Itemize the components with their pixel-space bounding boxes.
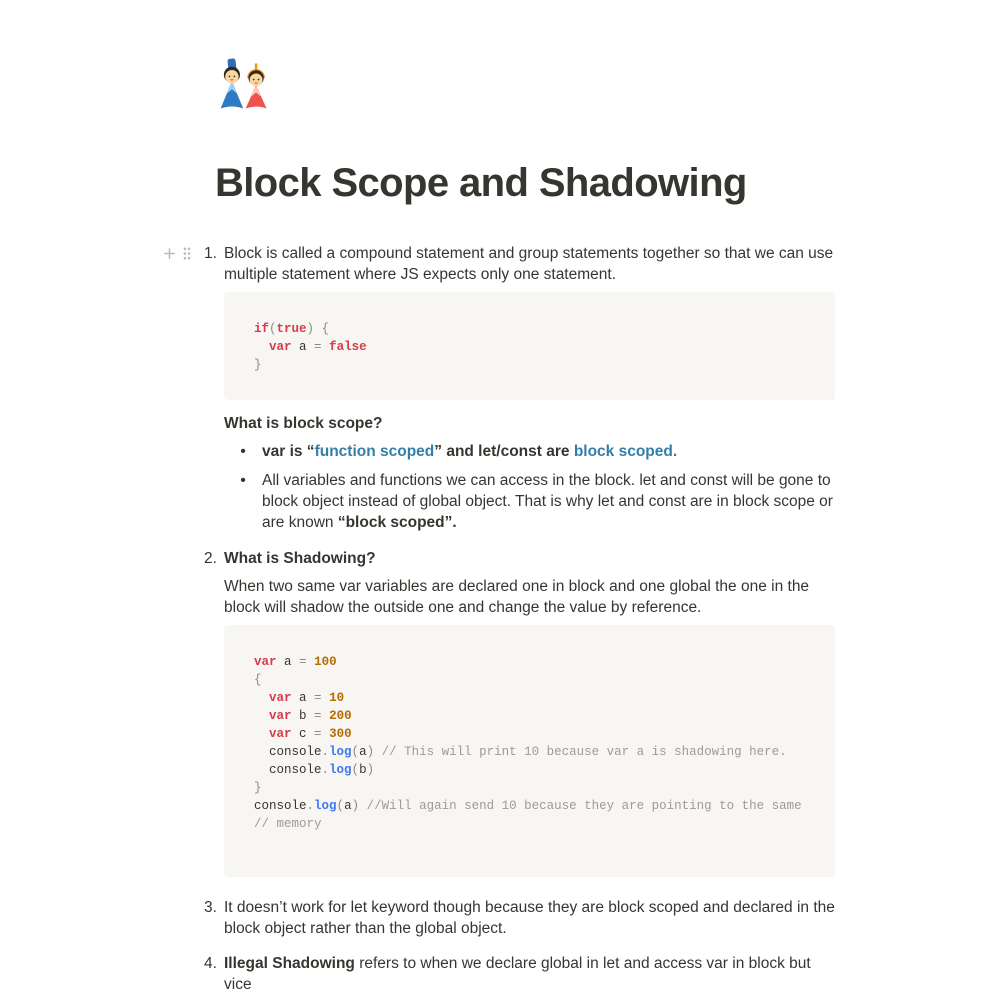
bullet-list <box>224 441 835 533</box>
list-item-3 <box>204 897 835 946</box>
page-content <box>204 0 835 1002</box>
drag-handle[interactable] <box>182 246 192 261</box>
list-item-1 <box>204 243 835 541</box>
page-title[interactable]: Block Scope and Shadowing <box>215 161 747 205</box>
bullet-item-var-scope <box>224 441 835 462</box>
list-item-4 <box>204 953 835 1002</box>
list-item-2 <box>204 548 835 890</box>
japanese-dolls-icon <box>215 57 273 115</box>
list-item-1-content <box>224 243 835 541</box>
paragraph-let-keyword[interactable]: It doesn’t work for let keyword though because they are block scoped and declared in the block object rather than the global object. <box>224 899 835 937</box>
list-number-1: 1. <box>204 245 217 262</box>
list-number-3: 3. <box>204 899 217 916</box>
list-item-2-content <box>224 548 835 890</box>
paragraph-block-definition[interactable]: Block is called a compound statement and group statements together so that we can use multiple statement where JS expects only one statement. <box>224 245 834 283</box>
bullet-text-var-scope[interactable]: var is “function scoped” and let/const are block scoped. <box>262 443 678 460</box>
page-icon[interactable] <box>215 57 273 115</box>
plus-icon <box>162 246 177 261</box>
code-block-if-true[interactable]: if(true) { var a = false } <box>224 292 835 400</box>
list-item-3-content <box>224 897 835 946</box>
code-block-shadowing[interactable]: var a = 100 { var a = 10 var b = 200 var c = 300 console.log(a) // This will print 10 because var a is shadowing here. console.log(b) } console.log(a) //Will again send 10 because they are pointing to the same // memory <box>224 625 835 877</box>
bullet-dot: • <box>240 472 246 489</box>
bullet-dot: • <box>240 443 246 460</box>
list-number-2: 2. <box>204 550 217 567</box>
bullet-text-block-access[interactable]: All variables and functions we can access in the block. let and const will be gone to block object instead of global object. That is why let and const are in block scope or are known “block scoped”. <box>262 472 833 531</box>
list-number-4: 4. <box>204 955 217 972</box>
drag-handle-icon <box>182 246 192 261</box>
bullet-item-block-access <box>224 470 835 533</box>
paragraph-shadowing-definition[interactable]: When two same var variables are declared one in block and one global the one in the block will shadow the outside one and change the value by reference. <box>224 578 810 616</box>
block-hover-controls <box>162 246 192 261</box>
list-item-4-content <box>224 953 835 1002</box>
subheading-what-is-shadowing[interactable]: What is Shadowing? <box>224 550 376 567</box>
document-body <box>204 243 835 1002</box>
add-block-button[interactable] <box>162 246 177 261</box>
paragraph-illegal-shadowing[interactable]: Illegal Shadowing refers to when we declare global in let and access var in block but vice <box>224 955 811 993</box>
subheading-what-is-block-scope[interactable]: What is block scope? <box>224 415 383 432</box>
